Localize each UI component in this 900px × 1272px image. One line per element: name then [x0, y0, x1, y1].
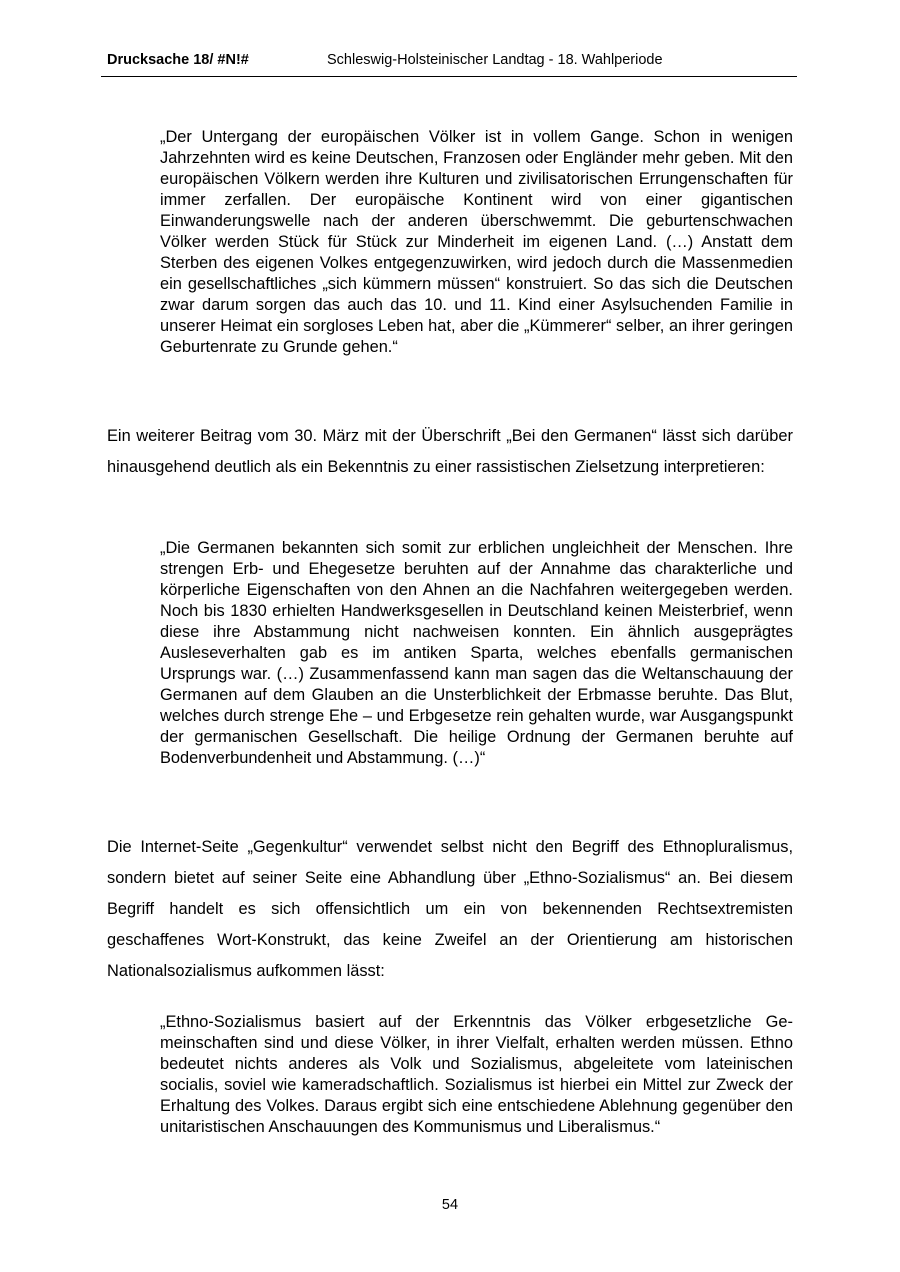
header-divider	[101, 76, 797, 77]
header-title: Schleswig-Holsteinischer Landtag - 18. Wahlperiode	[327, 52, 663, 68]
body-paragraph-2: Die Internet-Seite „Gegenkultur“ verwendet selbst nicht den Begriff des Ethnopluralismus, sondern bietet auf seiner Seite eine Abhandlung über „Ethno-Sozialismus“ an. Bei diesem Begriff handelt es sich offensichtlich um ein von bekennenden Rechtsextremisten geschaffenes Wort-Konstrukt, das keine Zweifel an der Orientierung am historischen Nationalsozialismus aufkommen lässt:	[107, 838, 793, 980]
block-quote-1: „Der Untergang der europäischen Völker ist in vollem Gange. Schon in wenigen Jahrzehnten wird es keine Deutschen, Franzosen oder Engländer mehr geben. Mit den europäischen Völkern werden ihre Kulturen und zivilisatorischen Errungenschaften für immer zerfallen. Der europäische Kontinent wird von einer gigantischen Einwanderungswelle nach der anderen überschwemmt. Die geburtenschwachen Völker werden Stück für Stück zur Minderheit im eigenen Land. (…) Anstatt dem Sterben des eigenen Volkes entgegenzuwirken, wird jedoch durch die Massenmedien ein gesellschaftliches „sich kümmern müssen“ konstruiert. So das sich die Deutschen zwar darum sorgen das auch das 10. und 11. Kind einer Asylsuchenden Familie in unserer Heimat ein sorgloses Leben hat, aber die „Kümmerer“ selber, an ihrer geringen Geburtenrate zu Grunde gehen.“	[160, 128, 793, 356]
page-number: 54	[441, 1197, 459, 1213]
block-quote-2: „Die Germanen bekannten sich somit zur erblichen ungleichheit der Menschen. Ihre strengen Erb- und Ehegesetze beruhten auf der Annahme das charakterliche und körperliche Eigenschaften von den Ahnen an die Nachfahren weitergegeben werden. Noch bis 1830 erhielten Handwerksgesellen in Deutschland keinen Meisterbrief, wenn diese ihre Abstammung nicht nachweisen konnten. Ein ähnlich ausgeprägtes Ausleseverhalten gab es im antiken Sparta, welches ebenfalls germanischen Ursprungs war. (…) Zusammenfassend kann man sagen das die Weltanschauung der Germanen auf dem Glauben an die Unsterblichkeit der Erbmasse beruhte. Das Blut, welches durch strenge Ehe – und Erbgesetze rein gehalten wurde, war Ausgangspunkt der germanischen Gesellschaft. Die heilige Ordnung der Germanen beruhte auf Bodenverbundenheit und Abstammung. (…)“	[160, 539, 793, 767]
page-header	[107, 52, 797, 74]
body-paragraph-1: Ein weiterer Beitrag vom 30. März mit der Überschrift „Bei den Germanen“ lässt sich darüber hinausgehend deutlich als ein Bekenntnis zu einer rassistischen Zielsetzung interpretieren:	[107, 427, 793, 476]
document-number: Drucksache 18/ #N!#	[107, 52, 249, 68]
block-quote-3: „Ethno-Sozialismus basiert auf der Erkenntnis das Völker erbgesetzliche Gemeinschaften sind und diese Völker, in ihrer Vielfalt, erhalten werden müssen. Ethno bedeutet nichts anderes als Volk und Sozialismus, abgeleitete vom lateinischen socialis, soviel wie kameradschaftlich. Sozialismus ist hierbei ein Mittel zur Zweck der Erhaltung des Volkes. Daraus ergibt sich eine entschiedene Ablehnung gegenüber den unitaristischen Anschauungen des Kommunismus und Liberalismus.“	[160, 1013, 793, 1136]
